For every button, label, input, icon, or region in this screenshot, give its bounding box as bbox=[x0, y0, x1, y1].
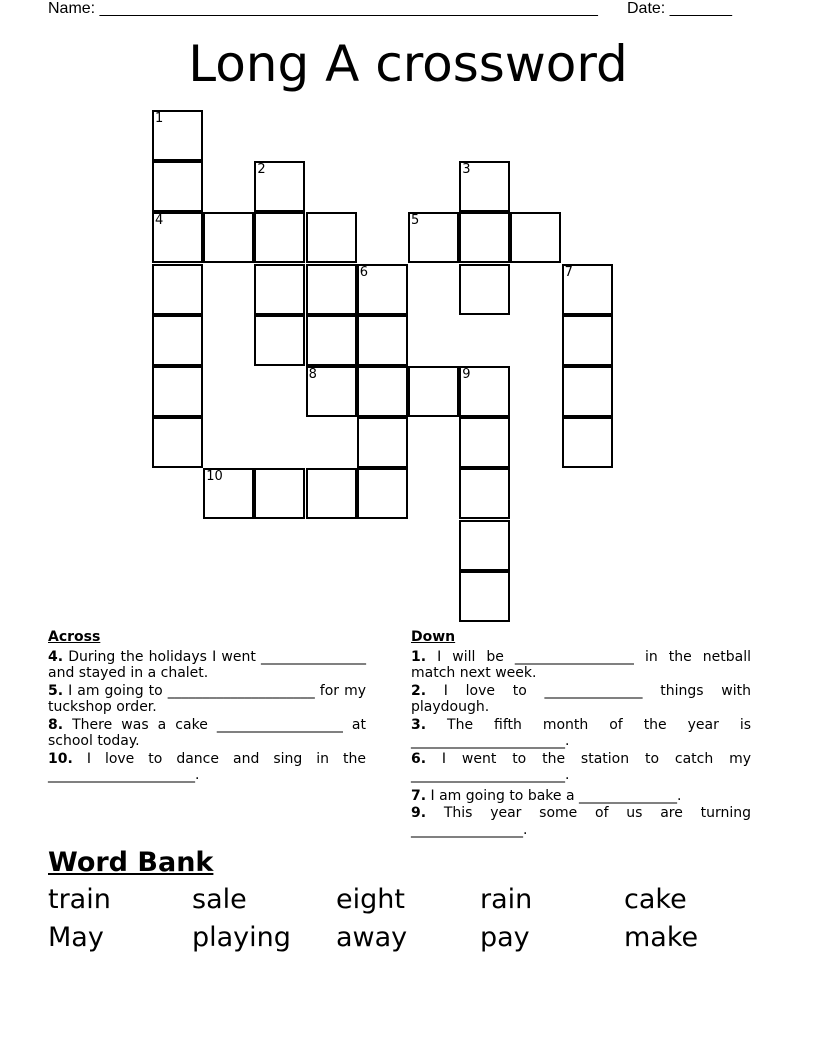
crossword-cell[interactable] bbox=[357, 366, 408, 417]
crossword-cell[interactable] bbox=[357, 468, 408, 519]
clue-across-5: 5. I am going to _____________________ for my tuckshop order. bbox=[48, 682, 366, 715]
crossword-cell[interactable] bbox=[306, 264, 357, 315]
crossword-cell[interactable] bbox=[459, 161, 510, 212]
clue-number: 2 bbox=[257, 162, 266, 178]
clue-number: 9 bbox=[462, 367, 471, 382]
crossword-cell[interactable] bbox=[203, 468, 254, 519]
word-bank-title: Word Bank bbox=[48, 847, 214, 878]
name-field-label[interactable]: Name: ________________________________________________________ bbox=[48, 0, 598, 17]
crossword-cell[interactable] bbox=[254, 315, 305, 366]
crossword-cell[interactable] bbox=[459, 212, 510, 263]
clue-number: 7 bbox=[564, 264, 573, 280]
clue-number: 3 bbox=[462, 162, 471, 178]
clue-down-6: 6. I went to the station to catch my ______________________. bbox=[411, 750, 751, 783]
crossword-cell[interactable] bbox=[152, 212, 203, 263]
crossword-cell[interactable] bbox=[152, 366, 203, 417]
down-clues bbox=[411, 629, 751, 839]
crossword-cell[interactable] bbox=[357, 315, 408, 366]
clue-number: 10 bbox=[206, 469, 223, 485]
clue-down-1: 1. I will be _________________ in the netball match next week. bbox=[411, 648, 751, 681]
crossword-cell[interactable] bbox=[152, 161, 203, 212]
crossword-cell[interactable] bbox=[152, 315, 203, 366]
crossword-cell[interactable] bbox=[510, 212, 561, 263]
crossword-cell[interactable] bbox=[254, 161, 305, 212]
word-bank bbox=[48, 883, 768, 955]
word-bank-word: away bbox=[336, 922, 408, 953]
crossword-cell[interactable] bbox=[152, 417, 203, 468]
crossword-cell[interactable] bbox=[459, 468, 510, 519]
across-clues bbox=[48, 629, 366, 785]
crossword-cell[interactable] bbox=[562, 264, 613, 315]
word-bank-word: sale bbox=[192, 884, 247, 915]
clue-down-7: 7. I am going to bake a ______________. bbox=[411, 787, 682, 804]
word-bank-word: eight bbox=[336, 884, 405, 915]
across-heading: Across bbox=[48, 629, 101, 645]
down-heading: Down bbox=[411, 629, 456, 645]
crossword-cell[interactable] bbox=[408, 366, 459, 417]
crossword-cell[interactable] bbox=[254, 264, 305, 315]
crossword-cell[interactable] bbox=[306, 212, 357, 263]
clue-across-8: 8. There was a cake __________________ at school today. bbox=[48, 716, 366, 749]
word-bank-word: May bbox=[48, 922, 104, 953]
crossword-cell[interactable] bbox=[357, 417, 408, 468]
crossword-cell[interactable] bbox=[306, 366, 357, 417]
clue-number: 1 bbox=[155, 111, 164, 126]
crossword-cell[interactable] bbox=[306, 468, 357, 519]
word-bank-word: rain bbox=[480, 884, 533, 915]
crossword-cell[interactable] bbox=[306, 315, 357, 366]
crossword-cell[interactable] bbox=[459, 520, 510, 571]
crossword-cell[interactable] bbox=[203, 212, 254, 263]
crossword-cell[interactable] bbox=[357, 264, 408, 315]
crossword-cell[interactable] bbox=[459, 571, 510, 622]
crossword-cell[interactable] bbox=[562, 417, 613, 468]
clue-number: 6 bbox=[359, 264, 369, 280]
crossword-cell[interactable] bbox=[254, 212, 305, 263]
clue-down-3: 3. The fifth month of the year is ______________________. bbox=[411, 716, 751, 749]
clue-number: 5 bbox=[411, 213, 420, 229]
crossword-cell[interactable] bbox=[562, 315, 613, 366]
clue-down-9: 9. This year some of us are turning ________________. bbox=[411, 805, 751, 838]
clue-down-2: 2. I love to ______________ things with playdough. bbox=[411, 682, 751, 715]
crossword-cell[interactable] bbox=[459, 417, 510, 468]
word-bank-word: train bbox=[48, 884, 111, 915]
clue-number: 8 bbox=[308, 367, 317, 382]
crossword-cell[interactable] bbox=[152, 110, 203, 161]
clue-number: 4 bbox=[155, 213, 164, 229]
clue-across-4: 4. During the holidays I went _______________ and stayed in a chalet. bbox=[48, 648, 366, 681]
crossword-cell[interactable] bbox=[152, 264, 203, 315]
crossword-cell[interactable] bbox=[459, 366, 510, 417]
word-bank-word: cake bbox=[624, 884, 687, 915]
crossword-cell[interactable] bbox=[254, 468, 305, 519]
page-title: Long A crossword bbox=[188, 35, 628, 93]
date-field-label[interactable]: Date: _______ bbox=[627, 0, 732, 17]
crossword-cell[interactable] bbox=[408, 212, 459, 263]
crossword-cell[interactable] bbox=[459, 264, 510, 315]
clue-across-10: 10. I love to dance and sing in the _____________________. bbox=[48, 750, 366, 783]
crossword-cell[interactable] bbox=[562, 366, 613, 417]
word-bank-word: make bbox=[624, 922, 699, 953]
word-bank-word: playing bbox=[192, 922, 291, 953]
word-bank-word: pay bbox=[480, 922, 530, 953]
